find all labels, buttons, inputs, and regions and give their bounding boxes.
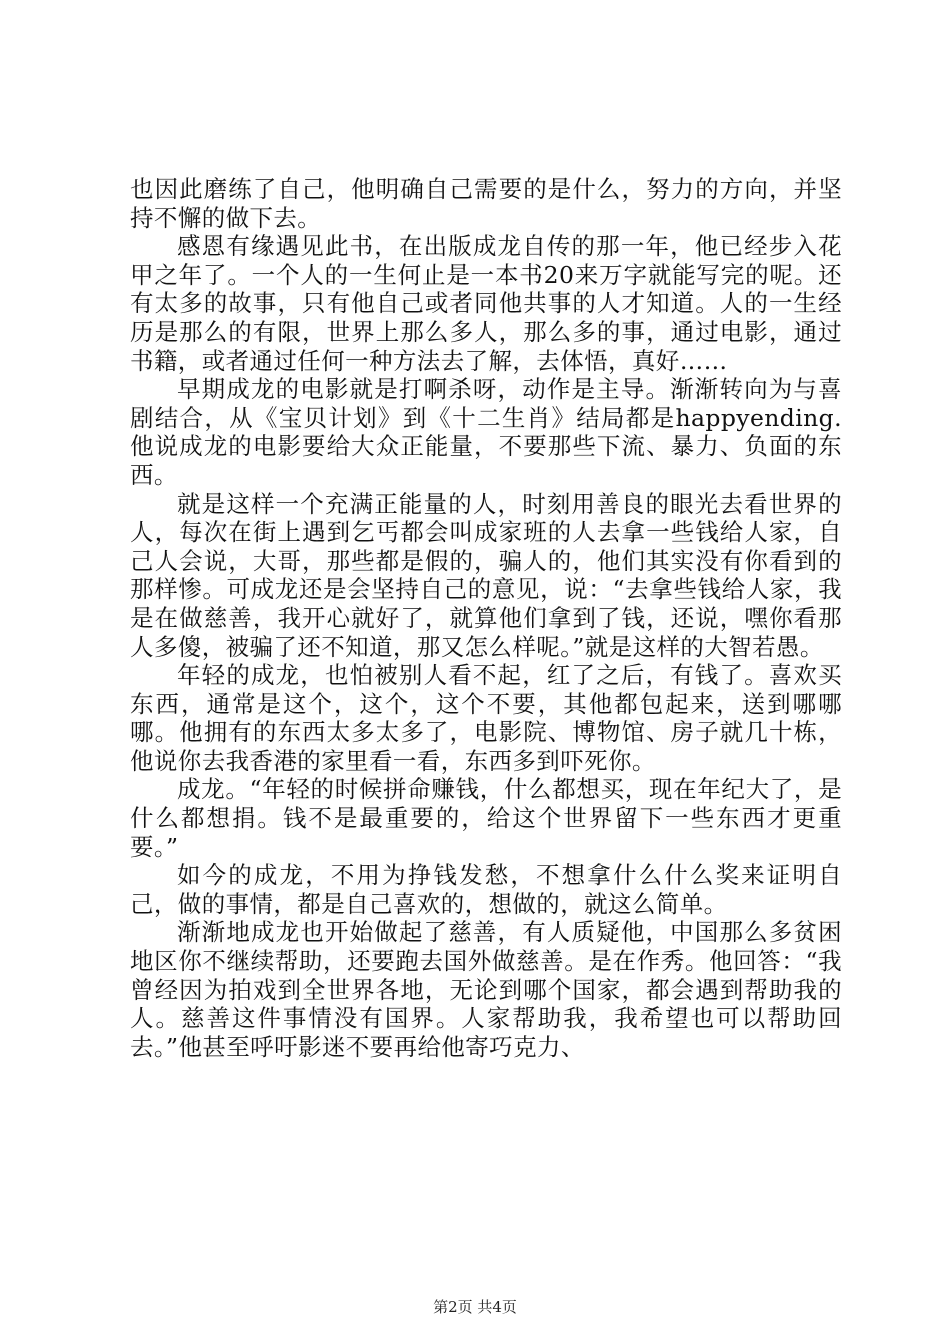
paragraph: 如今的成龙，不用为挣钱发愁，不想拿什么什么奖来证明自己，做的事情，都是自己喜欢的，想做的，就这么简单。 bbox=[130, 861, 842, 918]
paragraph: 早期成龙的电影就是打啊杀呀，动作是主导。渐渐转向为与喜剧结合，从《宝贝计划》到《十二生肖》结局都是happyending.他说成龙的电影要给大众正能量，不要那些下流、暴力、负面的东西。 bbox=[130, 375, 842, 489]
page-number-footer: 第2页 共4页 bbox=[433, 1298, 517, 1316]
paragraph: 渐渐地成龙也开始做起了慈善，有人质疑他，中国那么多贫困地区你不继续帮助，还要跑去国外做慈善。是在作秀。他回答：“我曾经因为拍戏到全世界各地，无论到哪个国家，都会遇到帮助我的人。慈善这件事情没有国界。人家帮助我，我希望也可以帮助回去。”他甚至呼吁影迷不要再给他寄巧克力、 bbox=[130, 918, 842, 1061]
paragraph-continued: 也因此磨练了自己，他明确自己需要的是什么，努力的方向，并坚持不懈的做下去。 bbox=[130, 175, 842, 232]
paragraph: 就是这样一个充满正能量的人，时刻用善良的眼光去看世界的人，每次在街上遇到乞丐都会叫成家班的人去拿一些钱给人家，自己人会说，大哥，那些都是假的，骗人的，他们其实没有你看到的那样惨。可成龙还是会坚持自己的意见，说：“去拿些钱给人家，我是在做慈善，我开心就好了，就算他们拿到了钱，还说，嘿你看那人多傻，被骗了还不知道，那又怎么样呢。”就是这样的大智若愚。 bbox=[130, 489, 842, 661]
body-text bbox=[130, 175, 842, 1061]
paragraph: 成龙。“年轻的时候拼命赚钱，什么都想买，现在年纪大了，是什么都想捐。钱不是最重要的，给这个世界留下一些东西才更重要。” bbox=[130, 775, 842, 861]
paragraph: 年轻的成龙，也怕被别人看不起，红了之后，有钱了。喜欢买东西，通常是这个，这个，这个不要，其他都包起来，送到哪哪哪。他拥有的东西太多太多了，电影院、博物馆、房子就几十栋，他说你去我香港的家里看一看，东西多到吓死你。 bbox=[130, 661, 842, 775]
paragraph: 感恩有缘遇见此书，在出版成龙自传的那一年，他已经步入花甲之年了。一个人的一生何止是一本书20来万字就能写完的呢。还有太多的故事，只有他自己或者同他共事的人才知道。人的一生经历是那么的有限，世界上那么多人，那么多的事，通过电影，通过书籍，或者通过任何一种方法去了解，去体悟，真好…… bbox=[130, 232, 842, 375]
